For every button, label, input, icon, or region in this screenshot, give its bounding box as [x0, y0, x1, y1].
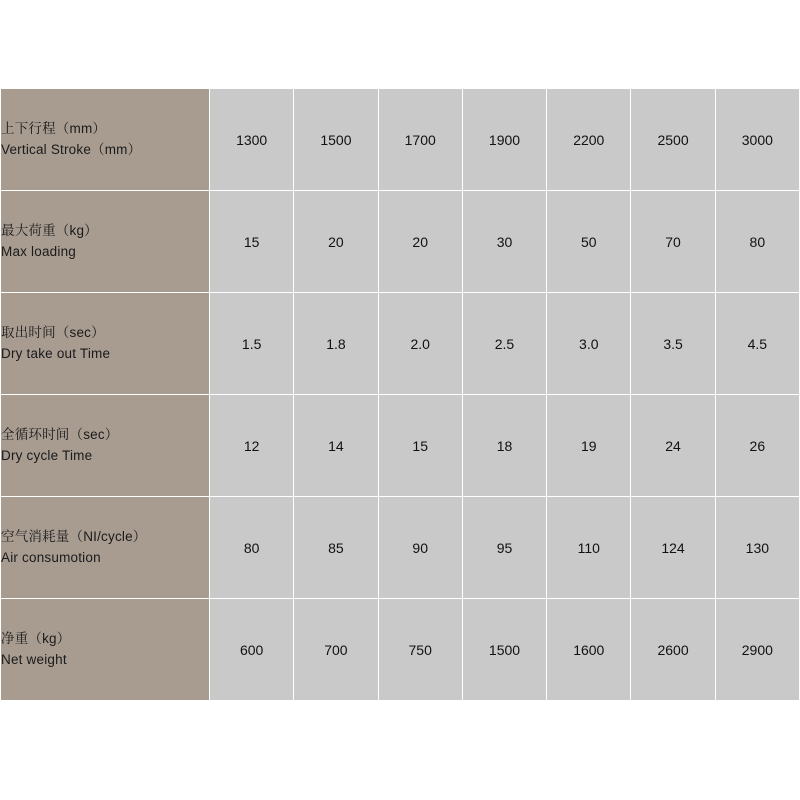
row-label-cn: 上下行程（mm） — [1, 120, 107, 136]
table-cell: 1500 — [462, 599, 546, 701]
row-label-cn: 全循环时间（sec） — [1, 426, 119, 442]
row-label-max-loading — [1, 191, 210, 293]
row-label-en: Max loading — [1, 243, 76, 259]
table-cell: 15 — [378, 395, 462, 497]
table-cell: 750 — [378, 599, 462, 701]
table-cell: 18 — [462, 395, 546, 497]
row-label-en: Net weight — [1, 651, 67, 667]
table-cell: 2.5 — [462, 293, 546, 395]
row-label-cn: 最大荷重（kg） — [1, 222, 98, 238]
table-cell: 700 — [294, 599, 378, 701]
table-row — [1, 599, 800, 701]
table-cell: 1900 — [462, 89, 546, 191]
row-label-en: Dry take out Time — [1, 345, 111, 361]
table-cell: 30 — [462, 191, 546, 293]
table-cell: 90 — [378, 497, 462, 599]
table-cell: 80 — [715, 191, 799, 293]
table-cell: 15 — [210, 191, 294, 293]
table-cell: 2600 — [631, 599, 715, 701]
table-cell: 124 — [631, 497, 715, 599]
table-cell: 1.5 — [210, 293, 294, 395]
table-body — [1, 89, 800, 701]
table-cell: 3.5 — [631, 293, 715, 395]
table-cell: 600 — [210, 599, 294, 701]
row-label-en: Vertical Stroke（mm） — [1, 141, 142, 157]
table-row — [1, 395, 800, 497]
table-cell: 95 — [462, 497, 546, 599]
row-label-en: Air consumotion — [1, 549, 101, 565]
table-row — [1, 293, 800, 395]
table-cell: 3.0 — [547, 293, 631, 395]
table-cell: 85 — [294, 497, 378, 599]
row-label-cn: 净重（kg） — [1, 630, 71, 646]
table-cell: 1500 — [294, 89, 378, 191]
row-label-dry-take-out-time — [1, 293, 210, 395]
table-cell: 1700 — [378, 89, 462, 191]
table-cell: 14 — [294, 395, 378, 497]
table-cell: 19 — [547, 395, 631, 497]
row-label-cn: 取出时间（sec） — [1, 324, 105, 340]
table-row — [1, 191, 800, 293]
table-row — [1, 497, 800, 599]
table-cell: 12 — [210, 395, 294, 497]
table-cell: 1600 — [547, 599, 631, 701]
table-cell: 20 — [378, 191, 462, 293]
table-cell: 24 — [631, 395, 715, 497]
table-cell: 110 — [547, 497, 631, 599]
table-cell: 2900 — [715, 599, 799, 701]
specification-table — [0, 88, 800, 701]
row-label-en: Dry cycle Time — [1, 447, 93, 463]
table-cell: 2500 — [631, 89, 715, 191]
table-cell: 20 — [294, 191, 378, 293]
row-label-air-consumption — [1, 497, 210, 599]
row-label-vertical-stroke — [1, 89, 210, 191]
table-cell: 3000 — [715, 89, 799, 191]
table-cell: 2.0 — [378, 293, 462, 395]
table-cell: 130 — [715, 497, 799, 599]
table-cell: 4.5 — [715, 293, 799, 395]
row-label-dry-cycle-time — [1, 395, 210, 497]
table-cell: 50 — [547, 191, 631, 293]
table-cell: 2200 — [547, 89, 631, 191]
row-label-net-weight — [1, 599, 210, 701]
row-label-cn: 空气消耗量（NI/cycle） — [1, 528, 147, 544]
table-cell: 70 — [631, 191, 715, 293]
table-cell: 1.8 — [294, 293, 378, 395]
table-row — [1, 89, 800, 191]
table-cell: 26 — [715, 395, 799, 497]
table-cell: 80 — [210, 497, 294, 599]
table-cell: 1300 — [210, 89, 294, 191]
